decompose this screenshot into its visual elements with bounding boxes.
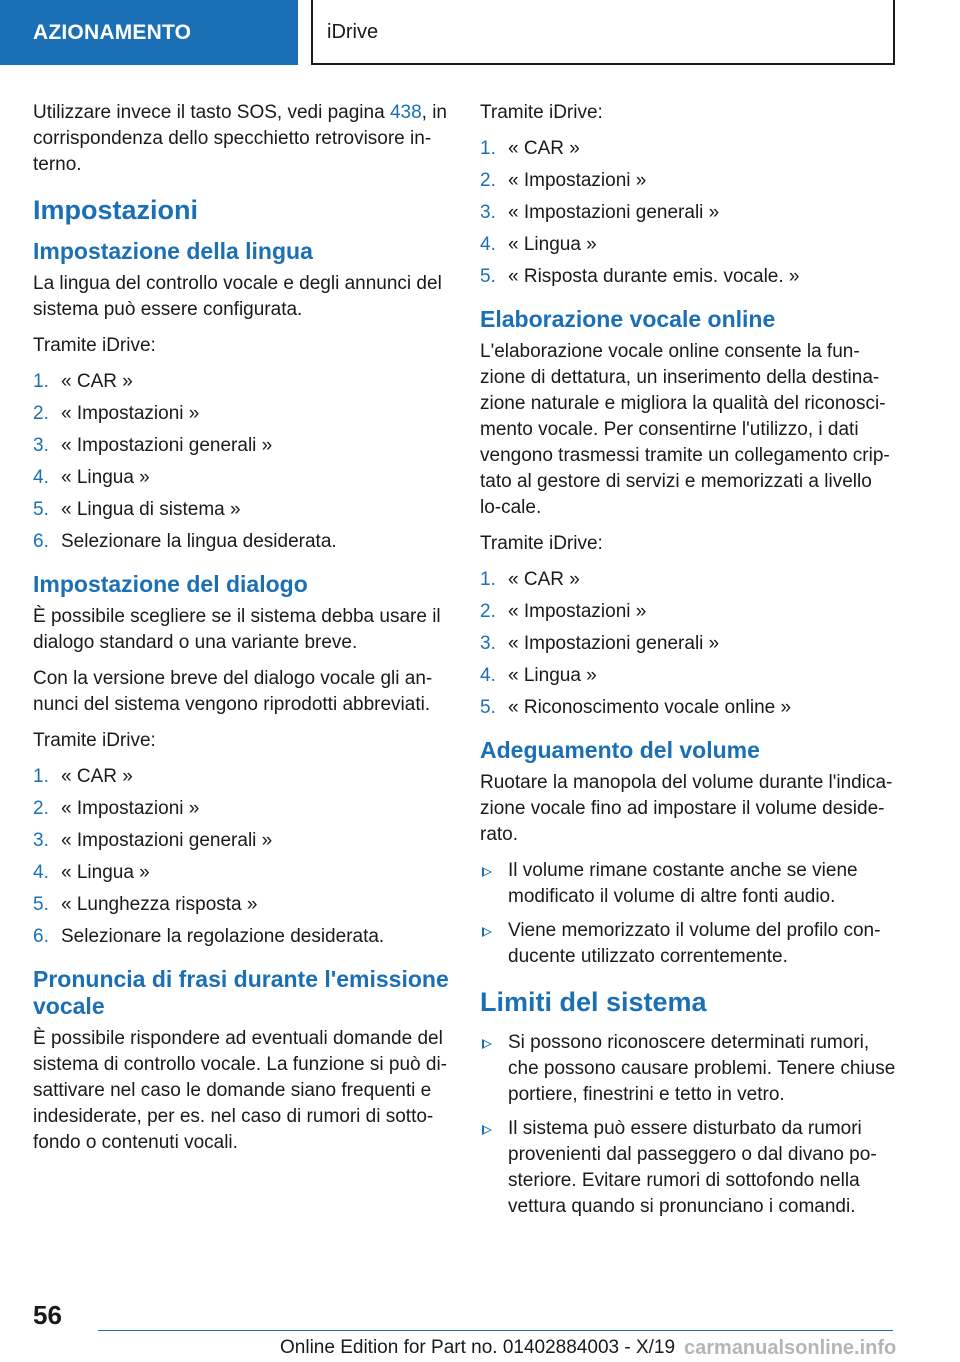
section-tab: AZIONAMENTO (0, 0, 298, 65)
list-item: 6. Selezionare la regolazione desiderata. (33, 926, 385, 947)
chapter-title: iDrive (311, 0, 895, 65)
triangle-bullet-icon (482, 867, 492, 877)
heading-dialog: Impostazione del dialogo (33, 571, 308, 597)
list-item: 6. Selezionare la lingua desiderata. (33, 531, 337, 552)
dialog-text-2: Con la versione breve del dialogo vocale gli an-nunci del sistema vengono riprodotti abbreviati. (33, 668, 433, 715)
response-via: Tramite iDrive: (480, 102, 603, 123)
triangle-bullet-icon (482, 1039, 492, 1049)
list-item: 2. « Impostazioni » (480, 601, 647, 622)
page-number: 56 (33, 1300, 62, 1330)
language-text: La lingua del controllo vocale e degli annunci del sistema può essere configurata. (33, 273, 442, 320)
list-item: 5. « Riconoscimento vocale online » (480, 697, 792, 718)
heading-impostazioni: Impostazioni (33, 195, 199, 225)
limits-bullets (480, 1030, 898, 1220)
footer-divider (98, 1330, 893, 1331)
triangle-bullet-icon (482, 1125, 492, 1135)
dialog-via: Tramite iDrive: (33, 730, 156, 751)
list-item: Viene memorizzato il volume del profilo con-ducente utilizzato correntemente. (480, 918, 898, 970)
pronounce-text: È possibile rispondere ad eventuali domande del sistema di controllo vocale. La funzione si può di-sattivare nel caso le domande siano frequenti e indesiderate, per es. nel caso di rumori di sotto-fondo o contenuti vocali. (33, 1028, 448, 1153)
dialog-text-1: È possibile scegliere se il sistema debba usare il dialogo standard o una variante breve. (33, 606, 441, 653)
heading-pronounce: Pronuncia di frasi durante l'emissione vocale (33, 966, 449, 1019)
list-item: 2. « Impostazioni » (33, 798, 200, 819)
dialog-steps (33, 764, 451, 950)
list-item: 4. « Lingua » (33, 862, 150, 883)
language-steps (33, 369, 451, 555)
list-item: 2. « Impostazioni » (33, 403, 200, 424)
online-steps (480, 567, 898, 721)
list-item: 1. « CAR » (480, 569, 580, 590)
intro-paragraph: Utilizzare invece il tasto SOS, vedi pagina 438, in corrispondenza dello specchietto retrovisore in-terno. (33, 102, 448, 175)
list-item: 5. « Lunghezza risposta » (33, 894, 258, 915)
list-item: Si possono riconoscere determinati rumori, che possono causare problemi. Tenere chiuse portiere, finestrini e tetto in vetro. (480, 1030, 898, 1108)
list-item: 5. « Risposta durante emis. vocale. » (480, 266, 800, 287)
heading-language: Impostazione della lingua (33, 238, 313, 264)
left-column (33, 100, 451, 1166)
list-item: Il volume rimane costante anche se viene modificato il volume di altre fonti audio. (480, 858, 898, 910)
list-item: 3. « Impostazioni generali » (33, 435, 273, 456)
list-item: 1. « CAR » (33, 371, 133, 392)
volume-bullets (480, 858, 898, 970)
list-item: 5. « Lingua di sistema » (33, 499, 241, 520)
right-column (480, 100, 898, 1230)
response-steps (480, 136, 898, 290)
volume-text: Ruotare la manopola del volume durante l'indica-zione vocale fino ad impostare il volume deside-rato. (480, 772, 893, 845)
heading-limits: Limiti del sistema (480, 987, 707, 1017)
list-item: 4. « Lingua » (480, 665, 597, 686)
language-via: Tramite iDrive: (33, 335, 156, 356)
heading-volume: Adeguamento del volume (480, 737, 760, 763)
list-item: 4. « Lingua » (480, 234, 597, 255)
online-via: Tramite iDrive: (480, 533, 603, 554)
footer-edition: Online Edition for Part no. 01402884003 - X/19 (280, 1337, 676, 1358)
list-item: 2. « Impostazioni » (480, 170, 647, 191)
list-item: 1. « CAR » (33, 766, 133, 787)
list-item: 3. « Impostazioni generali » (480, 202, 720, 223)
list-item: 3. « Impostazioni generali » (33, 830, 273, 851)
online-text: L'elaborazione vocale online consente la fun-zione di dettatura, un inserimento della destina-zione naturale e migliora la qualità del riconosci-mento vocale. Per consentirne l'utilizzo, i dati vengono trasmessi tramite un collegamento crip-tato al gestore di servizi e memorizzati a livello lo-cale. (480, 341, 890, 518)
list-item: 1. « CAR » (480, 138, 580, 159)
triangle-bullet-icon (482, 927, 492, 937)
heading-online: Elaborazione vocale online (480, 306, 776, 332)
watermark: carmanualsonline.info (684, 1337, 897, 1359)
list-item: 3. « Impostazioni generali » (480, 633, 720, 654)
list-item: Il sistema può essere disturbato da rumori provenienti dal passeggero o dal divano po-steriore. Evitare rumori di sottofondo nella vettura quando si pronunciano i comandi. (480, 1116, 898, 1220)
list-item: 4. « Lingua » (33, 467, 150, 488)
page-link[interactable]: 438 (389, 102, 422, 123)
